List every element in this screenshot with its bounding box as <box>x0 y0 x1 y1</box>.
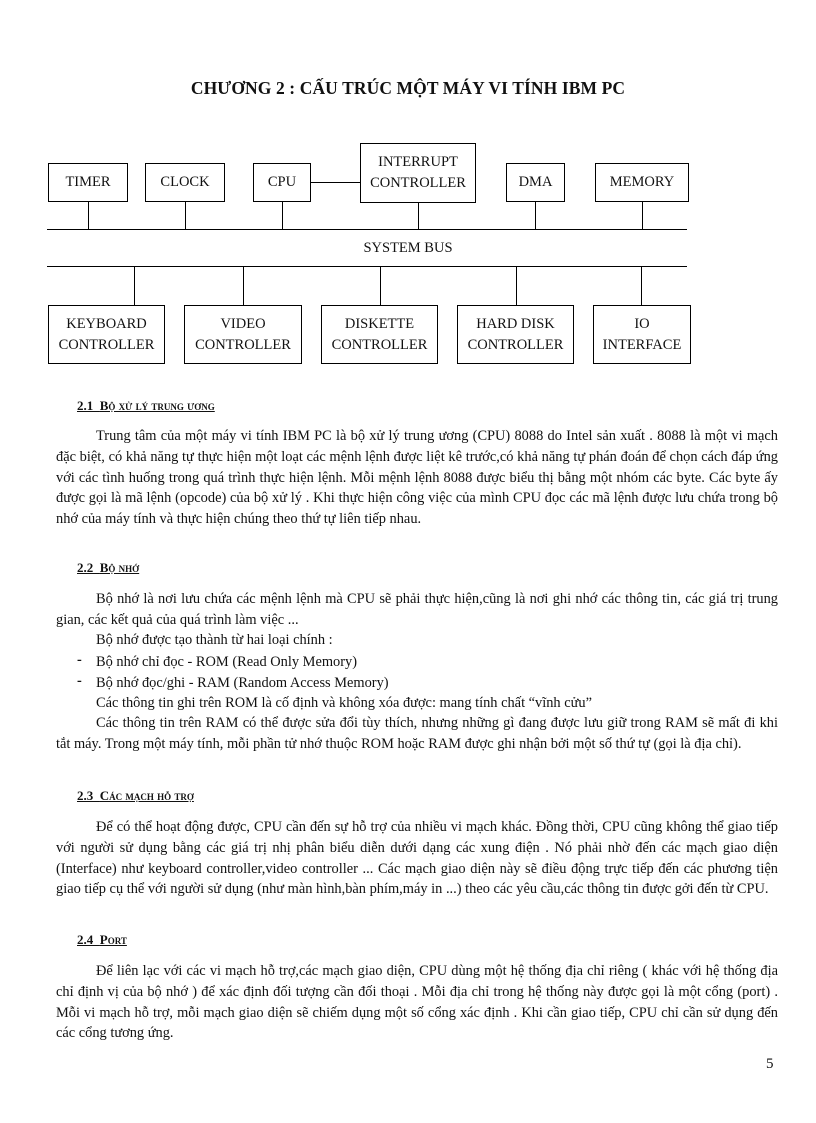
section-heading-2-3 <box>77 788 194 804</box>
paragraph-2-2-c: Các thông tin ghi trên ROM là cố định và không xóa được: mang tính chất “vĩnh cửu” <box>96 695 592 711</box>
cpu-box <box>253 163 311 202</box>
paragraph-2-2-a: Bộ nhớ là nơi lưu chứa các mệnh lệnh mà CPU sẽ phải thực hiện,cũng là nơi ghi nhớ các thông tin, các giá trị trung gian, các kết quả của quá trình làm việc ... <box>56 591 778 628</box>
video-label-line2: CONTROLLER <box>195 336 291 353</box>
paragraph-2-2-b: Bộ nhớ được tạo thành từ hai loại chính : <box>96 632 333 648</box>
diskette-label-line2: CONTROLLER <box>331 336 428 353</box>
cpu-interrupt-connector <box>310 182 360 183</box>
interrupt-label-line1: INTERRUPT <box>378 154 458 170</box>
list-item-ram: Bộ nhớ đọc/ghi - RAM (Random Access Memory) <box>96 675 389 691</box>
paragraph-2-4: Để liên lạc với các vi mạch hỗ trợ,các mạch giao diện, CPU dùng một hệ thống địa chỉ riêng ( khác với hệ thống địa chỉ định vị của bộ nhớ ) để xác định đối tượng cần đối thoại . Mỗi địa chỉ trong hệ thống này được gọi là một cổng (port) . Mỗi vi mạch hỗ trợ, mỗi mạch giao diện sẽ chiếm dụng một số cổng xác định . Khi cần giao tiếp, CPU chỉ cần sử dụng đến các cổng tương ứng. <box>56 963 778 1042</box>
bus-line-bottom <box>47 266 687 267</box>
connector-harddisk <box>516 266 517 306</box>
connector-io <box>641 266 642 306</box>
section-number: 2.1_ <box>77 398 100 413</box>
connector-memory <box>642 201 643 229</box>
io-label-line2: INTERFACE <box>602 336 682 353</box>
harddisk-label-line2: CONTROLLER <box>467 336 564 353</box>
connector-timer <box>88 201 89 229</box>
dma-box <box>506 163 565 202</box>
connector-cpu <box>282 201 283 229</box>
cpu-label: CPU <box>267 174 297 190</box>
section-title: Port <box>99 932 127 947</box>
section-title: Bộ xử lý trung ương <box>99 398 215 413</box>
video-controller-box <box>184 305 302 364</box>
dma-label: DMA <box>518 174 553 190</box>
io-label-line1: IO <box>634 315 650 332</box>
section-number: 2.2_ <box>77 560 100 575</box>
memory-box <box>595 163 689 202</box>
interrupt-controller-box <box>360 143 476 203</box>
video-label-line1: VIDEO <box>220 315 266 332</box>
chapter-title: CHƯƠNG 2 : CẤU TRÚC MỘT MÁY VI TÍNH IBM PC <box>190 78 626 98</box>
page-number: 5 <box>766 1056 774 1072</box>
timer-label: TIMER <box>65 174 111 190</box>
section-number: 2.4_ <box>77 932 100 947</box>
connector-interrupt <box>418 202 419 229</box>
bullet-dash: - <box>77 652 82 668</box>
connector-dma <box>535 201 536 229</box>
clock-label: CLOCK <box>160 174 210 190</box>
io-interface-box <box>593 305 691 364</box>
harddisk-label-line1: HARD DISK <box>476 315 555 332</box>
bus-line-top <box>47 229 687 230</box>
hard-disk-controller-box <box>457 305 574 364</box>
list-item-rom: Bộ nhớ chỉ đọc - ROM (Read Only Memory) <box>96 654 358 670</box>
keyboard-label-line2: CONTROLLER <box>58 336 155 353</box>
section-title: Bộ nhớ <box>99 560 140 575</box>
system-bus-label: SYSTEM BUS <box>363 240 453 256</box>
connector-video <box>243 266 244 306</box>
section-heading-2-1 <box>77 398 215 414</box>
keyboard-label-line1: KEYBOARD <box>66 315 147 332</box>
memory-label: MEMORY <box>609 174 675 190</box>
bullet-dash: - <box>77 673 82 689</box>
section-heading-2-4 <box>77 932 127 948</box>
section-heading-2-2 <box>77 560 139 576</box>
section-title: Các mạch hỗ trợ <box>99 788 194 803</box>
connector-keyboard <box>134 266 135 306</box>
keyboard-controller-box <box>48 305 165 364</box>
clock-box <box>145 163 225 202</box>
connector-diskette <box>380 266 381 306</box>
paragraph-2-1: Trung tâm của một máy vi tính IBM PC là bộ xử lý trung ương (CPU) 8088 do Intel sản xuất . 8088 là một vi mạch đặc biệt, có khả năng tự thực hiện một loạt các mệnh lệnh được liệt kê trước,có khả năng tự phán đoán để chọn cách đáp ứng với các tình huống trong quá trình thực hiện lệnh. Mỗi mệnh lệnh 8088 được biểu thị bằng một nhóm các byte. Các byte ấy được gọi là mã lệnh (opcode) của bộ xử lý . Khi thực hiện công việc của mình CPU đọc các mã lệnh được lưu chứa trong bộ nhớ của máy tính và thực hiện chúng theo thứ tự liên tiếp nhau. <box>56 428 778 528</box>
diskette-label-line1: DISKETTE <box>344 315 415 332</box>
paragraph-2-3: Để có thể hoạt động được, CPU cần đến sự hỗ trợ của nhiều vi mạch khác. Đồng thời, CPU cũng không thể giao tiếp với người sử dụng bằng các giá trị nhị phân biểu diễn dưới dạng các xung điện . Nó phải nhờ đến các mạch giao diện (Interface) như keyboard controller,video controller ... Các mạch giao diện này sẽ điều động trực tiếp đến các phương tiện giao tiếp cụ thể với người sử dụng (như màn hình,bàn phím,máy in ...) theo các yêu cầu,các thông tin được gởi đến từ CPU. <box>56 819 778 898</box>
section-number: 2.3_ <box>77 788 100 803</box>
diskette-controller-box <box>321 305 438 364</box>
connector-clock <box>185 201 186 229</box>
paragraph-2-2-d: Các thông tin trên RAM có thể được sửa đổi tùy thích, nhưng những gì đang được lưu giữ trong RAM sẽ mất đi khi tắt máy. Trong một máy tính, mỗi phần tử nhớ thuộc ROM hoặc RAM được ghi nhận bởi một số thứ tự (gọi là địa chỉ). <box>56 715 778 752</box>
timer-box <box>48 163 128 202</box>
interrupt-label-line2: CONTROLLER <box>370 175 466 191</box>
